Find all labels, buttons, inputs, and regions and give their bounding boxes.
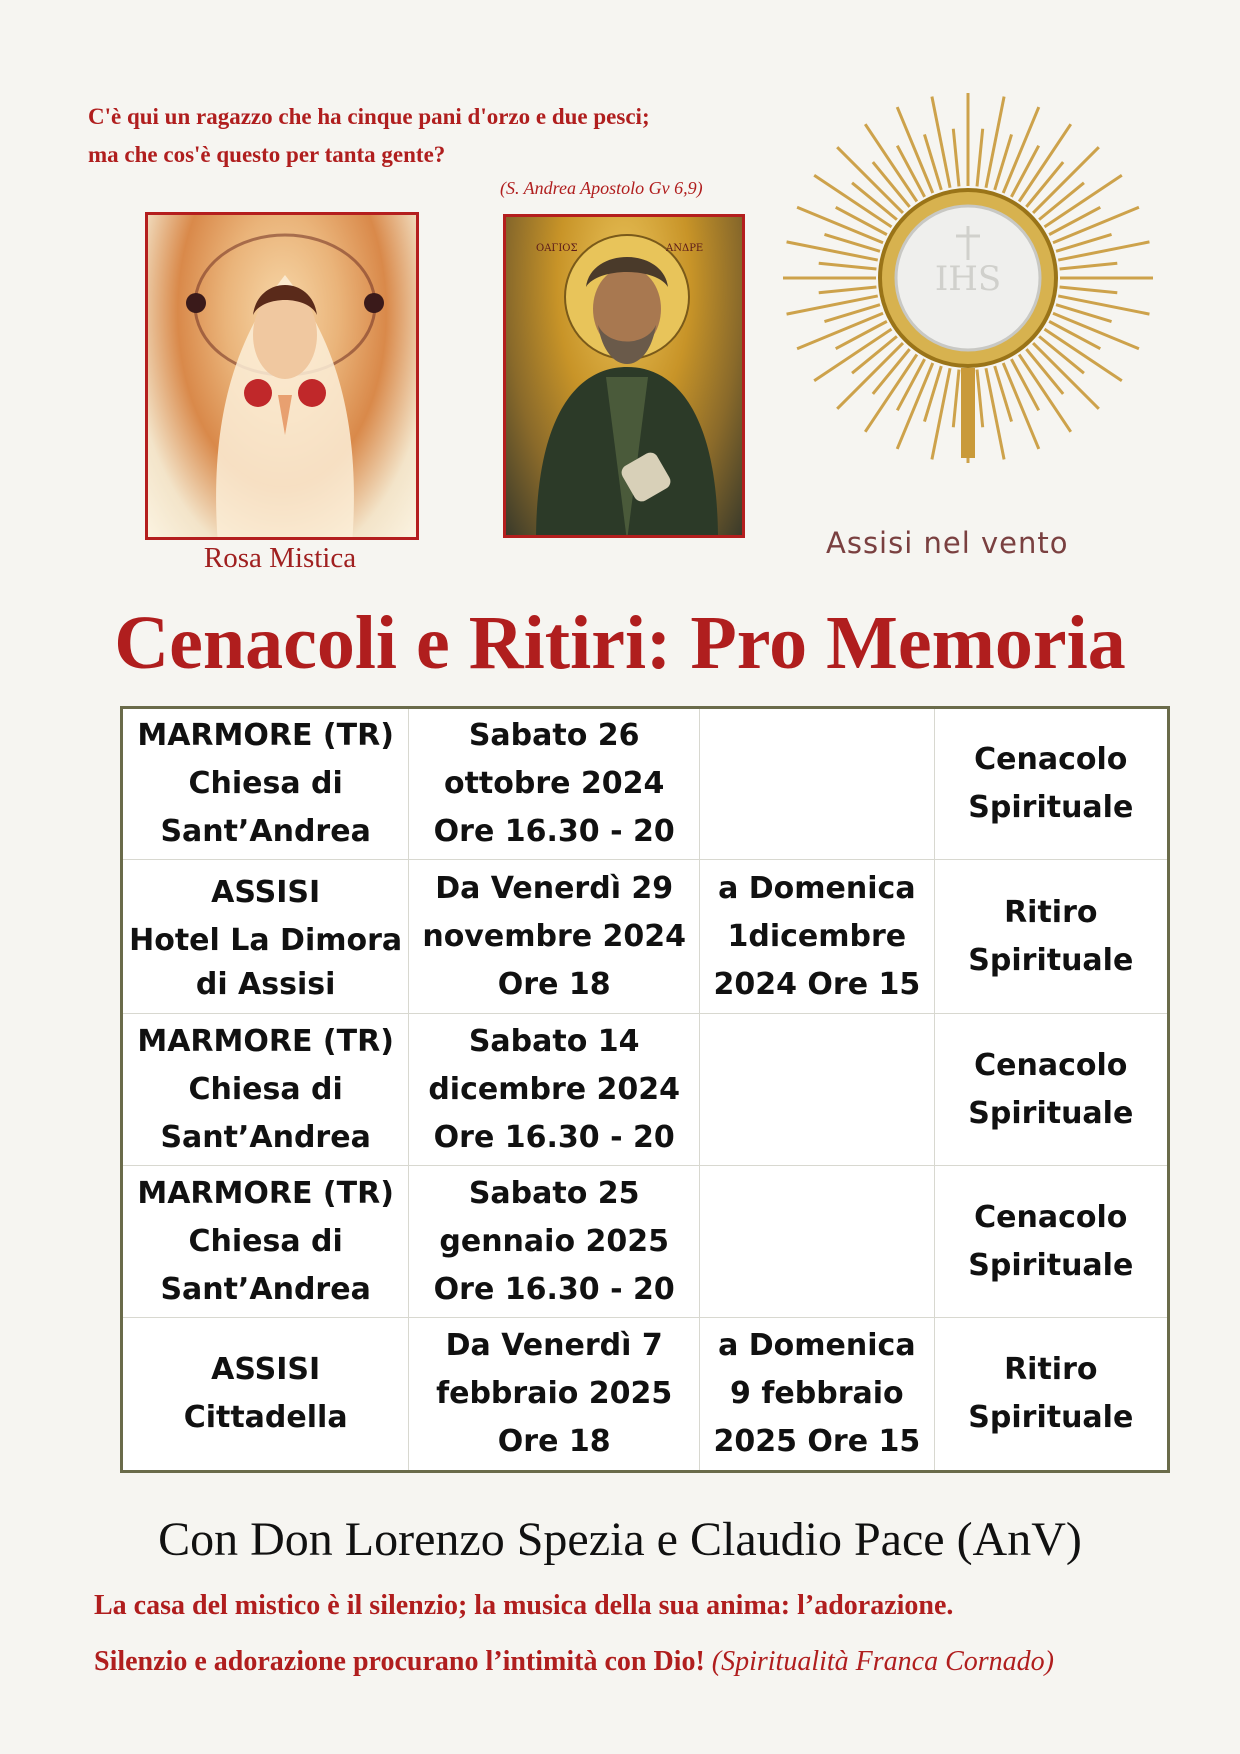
opening-quote — [88, 98, 788, 174]
event-type-cell: Ritiro Spirituale — [934, 860, 1168, 1014]
page-title: Cenacoli e Ritiri: Pro Memoria — [114, 601, 1126, 685]
quote-line-1: C'è qui un ragazzo che ha cinque pani d'orzo e due pesci; — [88, 104, 650, 129]
monstrance-ray — [837, 147, 903, 213]
monstrance-ray — [787, 242, 878, 260]
place-cell: MARMORE (TR) Chiesa di Sant’Andrea — [122, 1166, 409, 1318]
closing-attribution: (Spiritualità Franca Cornado) — [711, 1646, 1055, 1677]
monstrance-ray — [1011, 146, 1038, 197]
monstrance-ray — [1049, 321, 1100, 348]
monstrance-ray — [897, 359, 924, 410]
monstrance-ray — [953, 129, 959, 187]
table-row — [122, 1166, 1169, 1318]
monstrance-ray — [1049, 207, 1100, 234]
start-date-cell: Sabato 14 dicembre 2024 Ore 16.30 - 20 — [409, 1014, 700, 1166]
monstrance-ray — [897, 146, 924, 197]
monstrance-image — [778, 88, 1158, 468]
place-cell: ASSISI Hotel La Dimora di Assisi — [122, 860, 409, 1014]
quote-line-2: ma che cos'è questo per tanta gente? — [88, 142, 446, 167]
monstrance-ray — [1033, 343, 1099, 409]
rosa-mistica-image — [145, 212, 419, 540]
monstrance-ray — [1060, 287, 1118, 293]
monstrance-ray — [1058, 296, 1149, 314]
event-type-cell: Cenacolo Spirituale — [934, 708, 1168, 860]
place-cell: ASSISI Cittadella — [122, 1318, 409, 1472]
assisi-nel-vento-label: Assisi nel vento — [826, 526, 1069, 560]
monstrance-ray — [1060, 263, 1118, 269]
monstrance-ray — [1011, 359, 1038, 410]
monstrance-ray — [986, 368, 1004, 459]
monstrance-ray — [836, 207, 887, 234]
quote-source: (S. Andrea Apostolo Gv 6,9) — [500, 178, 703, 198]
table-row — [122, 1014, 1169, 1166]
schedule-table — [120, 706, 1170, 1473]
monstrance-ray — [787, 296, 878, 314]
event-type-cell: Ritiro Spirituale — [934, 1318, 1168, 1472]
end-date-cell: a Domenica 1dicembre 2024 Ore 15 — [700, 860, 935, 1014]
table-row — [122, 1318, 1169, 1472]
svg-text:ΑΝΔΡΕ: ΑΝΔΡΕ — [666, 243, 704, 254]
monstrance-ray — [819, 287, 877, 293]
host-ihs-text: IHS — [934, 259, 1002, 299]
monstrance-ray — [932, 368, 950, 459]
closing-line-2 — [94, 1646, 1054, 1678]
monstrance-ray — [932, 97, 950, 188]
end-date-cell — [700, 708, 935, 860]
rosa-mistica-caption: Rosa Mistica — [203, 542, 357, 574]
start-date-cell: Da Venerdì 7 febbraio 2025 Ore 18 — [409, 1318, 700, 1472]
place-cell: MARMORE (TR) Chiesa di Sant’Andrea — [122, 1014, 409, 1166]
monstrance-ray — [837, 343, 903, 409]
start-date-cell: Sabato 25 gennaio 2025 Ore 16.30 - 20 — [409, 1166, 700, 1318]
table-row — [122, 860, 1169, 1014]
start-date-cell: Da Venerdì 29 novembre 2024 Ore 18 — [409, 860, 700, 1014]
start-date-cell: Sabato 26 ottobre 2024 Ore 16.30 - 20 — [409, 708, 700, 860]
monstrance-ray — [977, 370, 983, 428]
end-date-cell: a Domenica 9 febbraio 2025 Ore 15 — [700, 1318, 935, 1472]
leaders-line: Con Don Lorenzo Spezia e Claudio Pace (AnV) — [158, 1513, 1082, 1566]
event-type-cell: Cenacolo Spirituale — [934, 1166, 1168, 1318]
monstrance-ray — [953, 370, 959, 428]
closing-line-1: La casa del mistico è il silenzio; la musica della sua anima: l’adorazione. — [94, 1590, 954, 1621]
monstrance-ray — [836, 321, 887, 348]
end-date-cell — [700, 1166, 935, 1318]
place-cell: MARMORE (TR) Chiesa di Sant’Andrea — [122, 708, 409, 860]
closing-line-2-text: Silenzio e adorazione procurano l’intimità con Dio! — [94, 1646, 705, 1677]
event-type-cell: Cenacolo Spirituale — [934, 1014, 1168, 1166]
svg-text:ΟΑΓΙΟΣ: ΟΑΓΙΟΣ — [536, 243, 578, 254]
saint-andrew-icon-image — [503, 214, 745, 538]
end-date-cell — [700, 1014, 935, 1166]
monstrance-ray — [1033, 147, 1099, 213]
monstrance-ray — [986, 97, 1004, 188]
monstrance-ray — [819, 263, 877, 269]
monstrance-ray — [1058, 242, 1149, 260]
table-row — [122, 708, 1169, 860]
monstrance-ray — [977, 129, 983, 187]
